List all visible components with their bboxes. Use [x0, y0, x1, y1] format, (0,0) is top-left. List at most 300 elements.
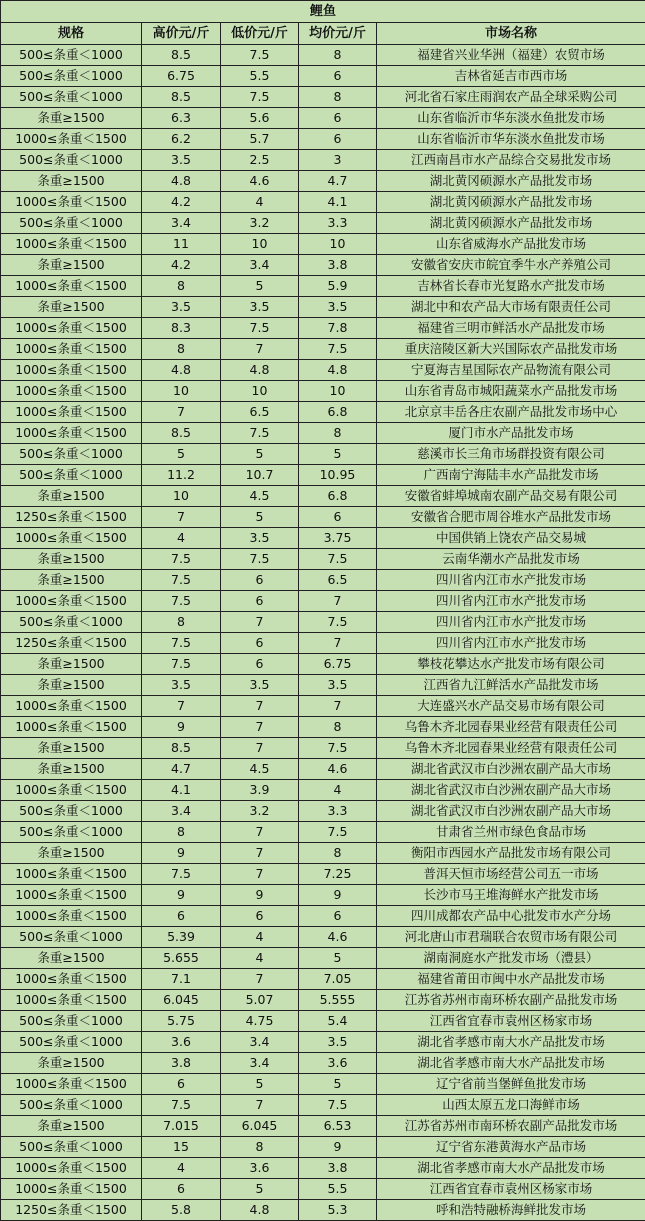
table-row	[1, 1179, 645, 1200]
cell-high-price: 10	[142, 486, 221, 507]
cell-avg-price: 9	[299, 885, 377, 906]
cell-avg-price: 8	[299, 45, 377, 66]
table-row	[1, 45, 645, 66]
cell-low-price: 6	[221, 591, 299, 612]
cell-low-price: 4.75	[221, 1011, 299, 1032]
table-row	[1, 318, 645, 339]
cell-low-price: 3.9	[221, 780, 299, 801]
cell-high-price: 15	[142, 1137, 221, 1158]
cell-market-name: 湖北省孝感市南大水产品批发市场	[377, 1032, 645, 1053]
table-row	[1, 885, 645, 906]
cell-low-price: 3.6	[221, 1158, 299, 1179]
cell-high-price: 3.4	[142, 801, 221, 822]
cell-market-name: 福建省莆田市闽中水产品批发市场	[377, 969, 645, 990]
header-spec: 规格	[1, 23, 142, 45]
cell-high-price: 8.3	[142, 318, 221, 339]
cell-high-price: 11.2	[142, 465, 221, 486]
cell-avg-price: 4.6	[299, 927, 377, 948]
cell-spec: 500≤条重＜1000	[1, 465, 142, 486]
cell-spec: 条重≥1500	[1, 549, 142, 570]
cell-market-name: 吉林省长春市光复路水产批发市场	[377, 276, 645, 297]
cell-avg-price: 4.8	[299, 360, 377, 381]
cell-market-name: 江西南昌市水产品综合交易批发市场	[377, 150, 645, 171]
cell-low-price: 3.4	[221, 1053, 299, 1074]
cell-spec: 1000≤条重＜1500	[1, 885, 142, 906]
cell-spec: 条重≥1500	[1, 570, 142, 591]
cell-low-price: 4	[221, 192, 299, 213]
cell-market-name: 江苏省苏州市南环桥农副产品批发市场	[377, 1116, 645, 1137]
cell-low-price: 3.4	[221, 1032, 299, 1053]
cell-market-name: 湖北省武汉市白沙洲农副产品大市场	[377, 759, 645, 780]
cell-high-price: 5.39	[142, 927, 221, 948]
cell-market-name: 四川省内江市水产批发市场	[377, 591, 645, 612]
table-row	[1, 1011, 645, 1032]
cell-high-price: 3.5	[142, 675, 221, 696]
table-row	[1, 1116, 645, 1137]
cell-market-name: 乌鲁木齐北园春果业经营有限责任公司	[377, 738, 645, 759]
cell-low-price: 7	[221, 864, 299, 885]
cell-avg-price: 5.3	[299, 1200, 377, 1221]
cell-low-price: 5	[221, 507, 299, 528]
cell-low-price: 6	[221, 570, 299, 591]
cell-high-price: 9	[142, 717, 221, 738]
cell-market-name: 北京京丰岳各庄农副产品批发市场中心	[377, 402, 645, 423]
cell-low-price: 4.5	[221, 759, 299, 780]
cell-market-name: 乌鲁木齐北园春果业经营有限责任公司	[377, 717, 645, 738]
table-row	[1, 108, 645, 129]
cell-market-name: 云南华潮水产品批发市场	[377, 549, 645, 570]
table-row	[1, 759, 645, 780]
table-row	[1, 192, 645, 213]
cell-avg-price: 6	[299, 906, 377, 927]
table-row	[1, 927, 645, 948]
cell-avg-price: 6.75	[299, 654, 377, 675]
cell-low-price: 5	[221, 276, 299, 297]
cell-avg-price: 3	[299, 150, 377, 171]
cell-market-name: 湖北省武汉市白沙洲农副产品大市场	[377, 780, 645, 801]
cell-high-price: 8.5	[142, 87, 221, 108]
cell-spec: 1000≤条重＜1500	[1, 339, 142, 360]
cell-low-price: 3.4	[221, 255, 299, 276]
header-row	[1, 23, 645, 45]
cell-low-price: 7.5	[221, 45, 299, 66]
cell-avg-price: 7	[299, 633, 377, 654]
cell-market-name: 河北唐山市君瑞联合农贸市场有限公司	[377, 927, 645, 948]
cell-spec: 1250≤条重＜1500	[1, 633, 142, 654]
cell-market-name: 衡阳市西园水产品批发市场有限公司	[377, 843, 645, 864]
cell-avg-price: 5	[299, 948, 377, 969]
cell-high-price: 6	[142, 1074, 221, 1095]
cell-avg-price: 5.9	[299, 276, 377, 297]
cell-high-price: 4.8	[142, 360, 221, 381]
cell-spec: 条重≥1500	[1, 654, 142, 675]
cell-market-name: 厦门市水产品批发市场	[377, 423, 645, 444]
cell-high-price: 7.5	[142, 1095, 221, 1116]
cell-low-price: 7	[221, 822, 299, 843]
cell-high-price: 8.5	[142, 423, 221, 444]
cell-spec: 1000≤条重＜1500	[1, 990, 142, 1011]
cell-avg-price: 7.5	[299, 1095, 377, 1116]
cell-high-price: 4.2	[142, 255, 221, 276]
cell-avg-price: 7.8	[299, 318, 377, 339]
cell-high-price: 7	[142, 696, 221, 717]
cell-market-name: 宁夏海吉星国际农产品物流有限公司	[377, 360, 645, 381]
cell-spec: 500≤条重＜1000	[1, 1095, 142, 1116]
cell-avg-price: 6	[299, 108, 377, 129]
cell-spec: 条重≥1500	[1, 948, 142, 969]
cell-low-price: 7	[221, 612, 299, 633]
cell-low-price: 5	[221, 1074, 299, 1095]
cell-spec: 1000≤条重＜1500	[1, 696, 142, 717]
cell-avg-price: 7.25	[299, 864, 377, 885]
cell-avg-price: 4	[299, 780, 377, 801]
cell-high-price: 8	[142, 339, 221, 360]
cell-avg-price: 6.53	[299, 1116, 377, 1137]
cell-high-price: 7	[142, 507, 221, 528]
cell-high-price: 3.8	[142, 1053, 221, 1074]
cell-market-name: 山东省青岛市城阳蔬菜水产品批发市场	[377, 381, 645, 402]
cell-avg-price: 4.1	[299, 192, 377, 213]
cell-market-name: 甘肃省兰州市绿色食品市场	[377, 822, 645, 843]
cell-spec: 1000≤条重＜1500	[1, 1158, 142, 1179]
cell-high-price: 3.4	[142, 213, 221, 234]
cell-spec: 条重≥1500	[1, 486, 142, 507]
cell-spec: 条重≥1500	[1, 843, 142, 864]
cell-spec: 500≤条重＜1000	[1, 150, 142, 171]
cell-high-price: 7.5	[142, 591, 221, 612]
table-row	[1, 87, 645, 108]
cell-market-name: 辽宁省前当堡鲜鱼批发市场	[377, 1074, 645, 1095]
cell-spec: 条重≥1500	[1, 738, 142, 759]
cell-spec: 1250≤条重＜1500	[1, 507, 142, 528]
cell-avg-price: 8	[299, 87, 377, 108]
cell-avg-price: 4.6	[299, 759, 377, 780]
table-row	[1, 150, 645, 171]
cell-high-price: 4.2	[142, 192, 221, 213]
cell-market-name: 广西南宁海陆丰水产品批发市场	[377, 465, 645, 486]
cell-high-price: 11	[142, 234, 221, 255]
table-row	[1, 255, 645, 276]
cell-low-price: 5	[221, 444, 299, 465]
cell-market-name: 安徽省合肥市周谷堆水产品批发市场	[377, 507, 645, 528]
table-title: 鲤鱼	[1, 1, 645, 23]
cell-spec: 500≤条重＜1000	[1, 213, 142, 234]
cell-avg-price: 6	[299, 507, 377, 528]
table-row	[1, 1074, 645, 1095]
cell-avg-price: 7	[299, 591, 377, 612]
cell-low-price: 3.5	[221, 297, 299, 318]
cell-avg-price: 4.7	[299, 171, 377, 192]
cell-spec: 1250≤条重＜1500	[1, 1200, 142, 1221]
table-row	[1, 969, 645, 990]
cell-low-price: 7.5	[221, 318, 299, 339]
cell-avg-price: 5.4	[299, 1011, 377, 1032]
cell-avg-price: 3.8	[299, 255, 377, 276]
table-row	[1, 843, 645, 864]
cell-market-name: 河北省石家庄雨润农产品全球采购公司	[377, 87, 645, 108]
cell-market-name: 四川省内江市水产批发市场	[377, 570, 645, 591]
cell-high-price: 5.75	[142, 1011, 221, 1032]
cell-spec: 500≤条重＜1000	[1, 1137, 142, 1158]
cell-market-name: 江西省宜春市袁州区杨家市场	[377, 1011, 645, 1032]
cell-high-price: 5.655	[142, 948, 221, 969]
table-row	[1, 1053, 645, 1074]
table-row	[1, 234, 645, 255]
cell-spec: 500≤条重＜1000	[1, 444, 142, 465]
table-row	[1, 675, 645, 696]
cell-spec: 条重≥1500	[1, 675, 142, 696]
cell-market-name: 江苏省苏州市南环桥农副产品批发市场	[377, 990, 645, 1011]
cell-market-name: 湖北中和农产品大市场有限责任公司	[377, 297, 645, 318]
cell-market-name: 湖北省孝感市南大水产品批发市场	[377, 1053, 645, 1074]
cell-spec: 条重≥1500	[1, 297, 142, 318]
table-row	[1, 906, 645, 927]
cell-market-name: 普洱天恒市场经营公司五一市场	[377, 864, 645, 885]
cell-high-price: 10	[142, 381, 221, 402]
cell-avg-price: 8	[299, 423, 377, 444]
cell-spec: 1000≤条重＜1500	[1, 717, 142, 738]
cell-high-price: 3.6	[142, 1032, 221, 1053]
table-row	[1, 948, 645, 969]
cell-low-price: 6	[221, 654, 299, 675]
table-body	[1, 45, 645, 1221]
cell-avg-price: 5	[299, 1074, 377, 1095]
cell-low-price: 4.5	[221, 486, 299, 507]
cell-spec: 条重≥1500	[1, 1053, 142, 1074]
cell-spec: 500≤条重＜1000	[1, 822, 142, 843]
cell-low-price: 6.045	[221, 1116, 299, 1137]
table-row	[1, 612, 645, 633]
cell-low-price: 2.5	[221, 150, 299, 171]
cell-market-name: 江西省宜春市袁州区杨家市场	[377, 1179, 645, 1200]
cell-high-price: 8	[142, 276, 221, 297]
header-high-price: 高价元/斤	[142, 23, 221, 45]
cell-avg-price: 3.6	[299, 1053, 377, 1074]
cell-spec: 1000≤条重＜1500	[1, 969, 142, 990]
cell-avg-price: 3.3	[299, 213, 377, 234]
cell-low-price: 10.7	[221, 465, 299, 486]
cell-low-price: 10	[221, 381, 299, 402]
cell-spec: 条重≥1500	[1, 171, 142, 192]
header-low-price: 低价元/斤	[221, 23, 299, 45]
table-row	[1, 465, 645, 486]
cell-avg-price: 6.8	[299, 402, 377, 423]
cell-avg-price: 3.5	[299, 297, 377, 318]
cell-spec: 500≤条重＜1000	[1, 801, 142, 822]
cell-low-price: 7	[221, 969, 299, 990]
cell-market-name: 慈溪市长三角市场群投资有限公司	[377, 444, 645, 465]
cell-low-price: 5.7	[221, 129, 299, 150]
cell-avg-price: 3.8	[299, 1158, 377, 1179]
cell-spec: 1000≤条重＜1500	[1, 423, 142, 444]
cell-avg-price: 5.555	[299, 990, 377, 1011]
table-row	[1, 654, 645, 675]
cell-avg-price: 3.75	[299, 528, 377, 549]
cell-spec: 500≤条重＜1000	[1, 45, 142, 66]
table-row	[1, 1032, 645, 1053]
cell-spec: 1000≤条重＜1500	[1, 129, 142, 150]
cell-market-name: 湖北省孝感市南大水产品批发市场	[377, 1158, 645, 1179]
cell-avg-price: 6	[299, 66, 377, 87]
cell-avg-price: 10.95	[299, 465, 377, 486]
cell-high-price: 6.2	[142, 129, 221, 150]
table-row	[1, 528, 645, 549]
cell-market-name: 长沙市马王堆海鲜水产批发市场	[377, 885, 645, 906]
cell-avg-price: 3.5	[299, 675, 377, 696]
cell-low-price: 7	[221, 843, 299, 864]
cell-high-price: 8.5	[142, 738, 221, 759]
table-row	[1, 381, 645, 402]
cell-market-name: 吉林省延吉市西市场	[377, 66, 645, 87]
cell-high-price: 7.5	[142, 549, 221, 570]
cell-low-price: 7	[221, 1095, 299, 1116]
cell-spec: 1000≤条重＜1500	[1, 402, 142, 423]
cell-spec: 1000≤条重＜1500	[1, 318, 142, 339]
header-market-name: 市场名称	[377, 23, 645, 45]
cell-high-price: 3.5	[142, 150, 221, 171]
cell-low-price: 5	[221, 1179, 299, 1200]
cell-market-name: 中国供销上饶农产品交易城	[377, 528, 645, 549]
cell-spec: 1000≤条重＜1500	[1, 528, 142, 549]
cell-avg-price: 5	[299, 444, 377, 465]
cell-high-price: 9	[142, 843, 221, 864]
table-row	[1, 360, 645, 381]
cell-low-price: 3.2	[221, 801, 299, 822]
cell-market-name: 安徽省蚌埠城南农副产品交易有限公司	[377, 486, 645, 507]
cell-market-name: 辽宁省东港黄海水产品市场	[377, 1137, 645, 1158]
cell-spec: 500≤条重＜1000	[1, 1032, 142, 1053]
table-row	[1, 549, 645, 570]
cell-spec: 条重≥1500	[1, 255, 142, 276]
table-row	[1, 1200, 645, 1221]
cell-high-price: 7.5	[142, 864, 221, 885]
cell-spec: 1000≤条重＜1500	[1, 591, 142, 612]
cell-high-price: 7.1	[142, 969, 221, 990]
cell-avg-price: 7.5	[299, 822, 377, 843]
cell-low-price: 7.5	[221, 549, 299, 570]
cell-high-price: 6.3	[142, 108, 221, 129]
cell-spec: 1000≤条重＜1500	[1, 780, 142, 801]
cell-low-price: 3.5	[221, 528, 299, 549]
table-row	[1, 129, 645, 150]
cell-avg-price: 7	[299, 696, 377, 717]
table-row	[1, 990, 645, 1011]
cell-spec: 500≤条重＜1000	[1, 1011, 142, 1032]
cell-avg-price: 6	[299, 129, 377, 150]
cell-spec: 1000≤条重＜1500	[1, 276, 142, 297]
cell-low-price: 7	[221, 717, 299, 738]
table-row	[1, 738, 645, 759]
cell-market-name: 安徽省安庆市皖宜季牛水产养殖公司	[377, 255, 645, 276]
cell-spec: 1000≤条重＜1500	[1, 1074, 142, 1095]
cell-market-name: 山东省威海水产品批发市场	[377, 234, 645, 255]
cell-high-price: 6.045	[142, 990, 221, 1011]
cell-market-name: 湖北省武汉市白沙洲农副产品大市场	[377, 801, 645, 822]
cell-spec: 1000≤条重＜1500	[1, 234, 142, 255]
cell-spec: 1000≤条重＜1500	[1, 192, 142, 213]
cell-low-price: 6	[221, 906, 299, 927]
cell-low-price: 5.5	[221, 66, 299, 87]
cell-spec: 500≤条重＜1000	[1, 66, 142, 87]
cell-low-price: 3.2	[221, 213, 299, 234]
cell-low-price: 4.8	[221, 1200, 299, 1221]
cell-high-price: 4	[142, 1158, 221, 1179]
cell-low-price: 8	[221, 1137, 299, 1158]
cell-low-price: 7	[221, 696, 299, 717]
cell-avg-price: 7.5	[299, 612, 377, 633]
header-avg-price: 均价元/斤	[299, 23, 377, 45]
table-row	[1, 444, 645, 465]
table-row	[1, 1137, 645, 1158]
cell-spec: 500≤条重＜1000	[1, 927, 142, 948]
cell-high-price: 8	[142, 612, 221, 633]
cell-low-price: 5.07	[221, 990, 299, 1011]
table-row	[1, 864, 645, 885]
cell-low-price: 9	[221, 885, 299, 906]
table-row	[1, 1158, 645, 1179]
cell-low-price: 7.5	[221, 423, 299, 444]
cell-low-price: 4.8	[221, 360, 299, 381]
cell-low-price: 6	[221, 633, 299, 654]
cell-avg-price: 3.3	[299, 801, 377, 822]
cell-high-price: 9	[142, 885, 221, 906]
cell-avg-price: 10	[299, 234, 377, 255]
cell-low-price: 4	[221, 927, 299, 948]
table-row	[1, 633, 645, 654]
cell-low-price: 6.5	[221, 402, 299, 423]
cell-high-price: 3.5	[142, 297, 221, 318]
cell-market-name: 江西省九江鲜活水产品批发市场	[377, 675, 645, 696]
table-row	[1, 171, 645, 192]
cell-low-price: 4.6	[221, 171, 299, 192]
table-row	[1, 276, 645, 297]
cell-avg-price: 3.5	[299, 1032, 377, 1053]
cell-high-price: 8.5	[142, 45, 221, 66]
cell-avg-price: 6.5	[299, 570, 377, 591]
table-row	[1, 717, 645, 738]
cell-avg-price: 7.5	[299, 738, 377, 759]
cell-high-price: 4	[142, 528, 221, 549]
cell-avg-price: 9	[299, 1137, 377, 1158]
table-row	[1, 297, 645, 318]
cell-market-name: 呼和浩特融桥海鲜批发市场	[377, 1200, 645, 1221]
cell-high-price: 7.5	[142, 570, 221, 591]
cell-market-name: 福建省兴业华洲（福建）农贸市场	[377, 45, 645, 66]
cell-low-price: 7	[221, 339, 299, 360]
cell-market-name: 四川成都农产品中心批发市水产分场	[377, 906, 645, 927]
cell-high-price: 4.1	[142, 780, 221, 801]
cell-high-price: 5	[142, 444, 221, 465]
table-row	[1, 486, 645, 507]
cell-market-name: 大连盛兴水产品交易市场有限公司	[377, 696, 645, 717]
cell-spec: 1000≤条重＜1500	[1, 381, 142, 402]
cell-high-price: 5.8	[142, 1200, 221, 1221]
cell-low-price: 3.5	[221, 675, 299, 696]
cell-spec: 1000≤条重＜1500	[1, 360, 142, 381]
cell-low-price: 7.5	[221, 87, 299, 108]
table-row	[1, 780, 645, 801]
table-row	[1, 1095, 645, 1116]
cell-spec: 1000≤条重＜1500	[1, 906, 142, 927]
table-row	[1, 339, 645, 360]
cell-avg-price: 7.5	[299, 339, 377, 360]
cell-high-price: 6	[142, 1179, 221, 1200]
cell-spec: 条重≥1500	[1, 108, 142, 129]
table-row	[1, 66, 645, 87]
cell-high-price: 4.7	[142, 759, 221, 780]
table-row	[1, 507, 645, 528]
cell-spec: 1000≤条重＜1500	[1, 1179, 142, 1200]
